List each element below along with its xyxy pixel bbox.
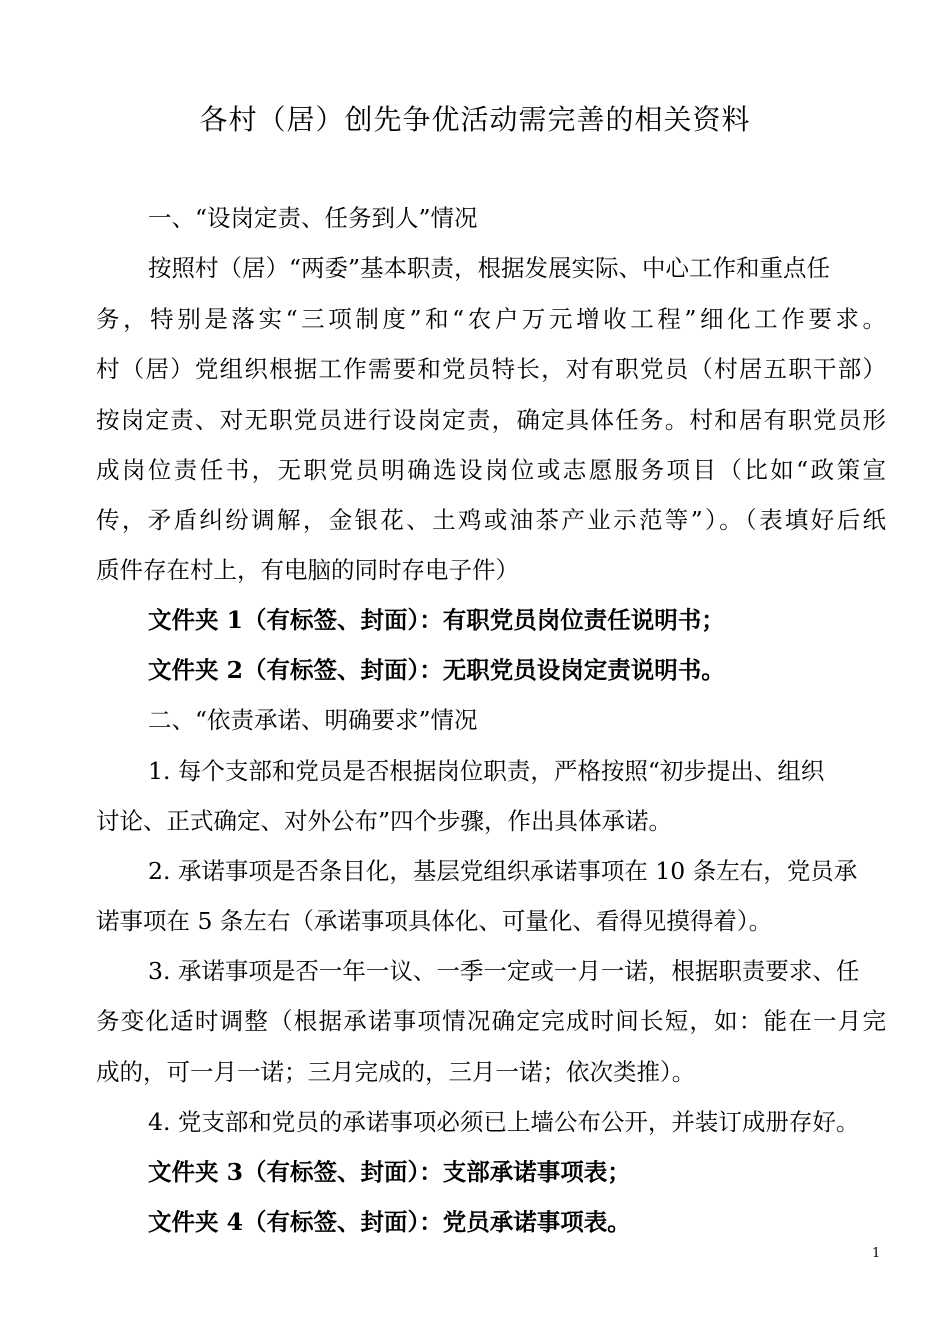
paragraph-line: 成岗位责任书，无职党员明确选设岗位或志愿服务项目（比如“政策宣 bbox=[96, 456, 886, 484]
folder-line-3: 文件夹 3（有标签、封面）：支部承诺事项表； bbox=[148, 1158, 631, 1186]
folder-line-4: 文件夹 4（有标签、封面）：党员承诺事项表。 bbox=[148, 1208, 631, 1236]
folder-line-1: 文件夹 1（有标签、封面）：有职党员岗位责任说明书； bbox=[148, 606, 725, 634]
section-heading-2: 二、“依责承诺、明确要求”情况 bbox=[148, 706, 478, 734]
paragraph-line: 1. 每个支部和党员是否根据岗位职责，严格按照“初步提出、组织 bbox=[148, 757, 825, 785]
folder-line-2: 文件夹 2（有标签、封面）：无职党员设岗定责说明书。 bbox=[148, 656, 725, 684]
paragraph-line: 按岗定责、对无职党员进行设岗定责，确定具体任务。村和居有职党员形 bbox=[96, 406, 886, 434]
paragraph-line: 4. 党支部和党员的承诺事项必须已上墙公布公开，并装订成册存好。 bbox=[148, 1108, 860, 1136]
paragraph-line: 传，矛盾纠纷调解，金银花、土鸡或油茶产业示范等”）。（表填好后纸 bbox=[96, 506, 886, 534]
section-heading-1: 一、“设岗定责、任务到人”情况 bbox=[148, 204, 478, 232]
paragraph-line: 2. 承诺事项是否条目化，基层党组织承诺事项在 10 条左右，党员承 bbox=[148, 857, 858, 885]
page-number: 1 bbox=[872, 1246, 881, 1261]
document-title: 各村（居）创先争优活动需完善的相关资料 bbox=[199, 103, 751, 136]
paragraph-line: 成的，可一月一诺；三月完成的，三月一诺；依次类推）。 bbox=[96, 1058, 696, 1086]
paragraph-line: 讨论、正式确定、对外公布”四个步骤，作出具体承诺。 bbox=[96, 807, 673, 835]
paragraph-line: 村（居）党组织根据工作需要和党员特长，对有职党员（村居五职干部） bbox=[96, 355, 886, 383]
paragraph-line: 务，特别是落实“三项制度”和“农户万元增收工程”细化工作要求。 bbox=[96, 305, 886, 333]
paragraph-line: 3. 承诺事项是否一年一议、一季一定或一月一诺，根据职责要求、任 bbox=[148, 957, 860, 985]
paragraph-line: 诺事项在 5 条左右（承诺事项具体化、可量化、看得见摸得着）。 bbox=[96, 907, 773, 935]
paragraph-line: 务变化适时调整（根据承诺事项情况确定完成时间长短，如：能在一月完 bbox=[96, 1007, 886, 1035]
paragraph-line: 按照村（居）“两委”基本职责，根据发展实际、中心工作和重点任 bbox=[148, 254, 831, 282]
paragraph-line: 质件存在村上，有电脑的同时存电子件） bbox=[96, 556, 519, 584]
